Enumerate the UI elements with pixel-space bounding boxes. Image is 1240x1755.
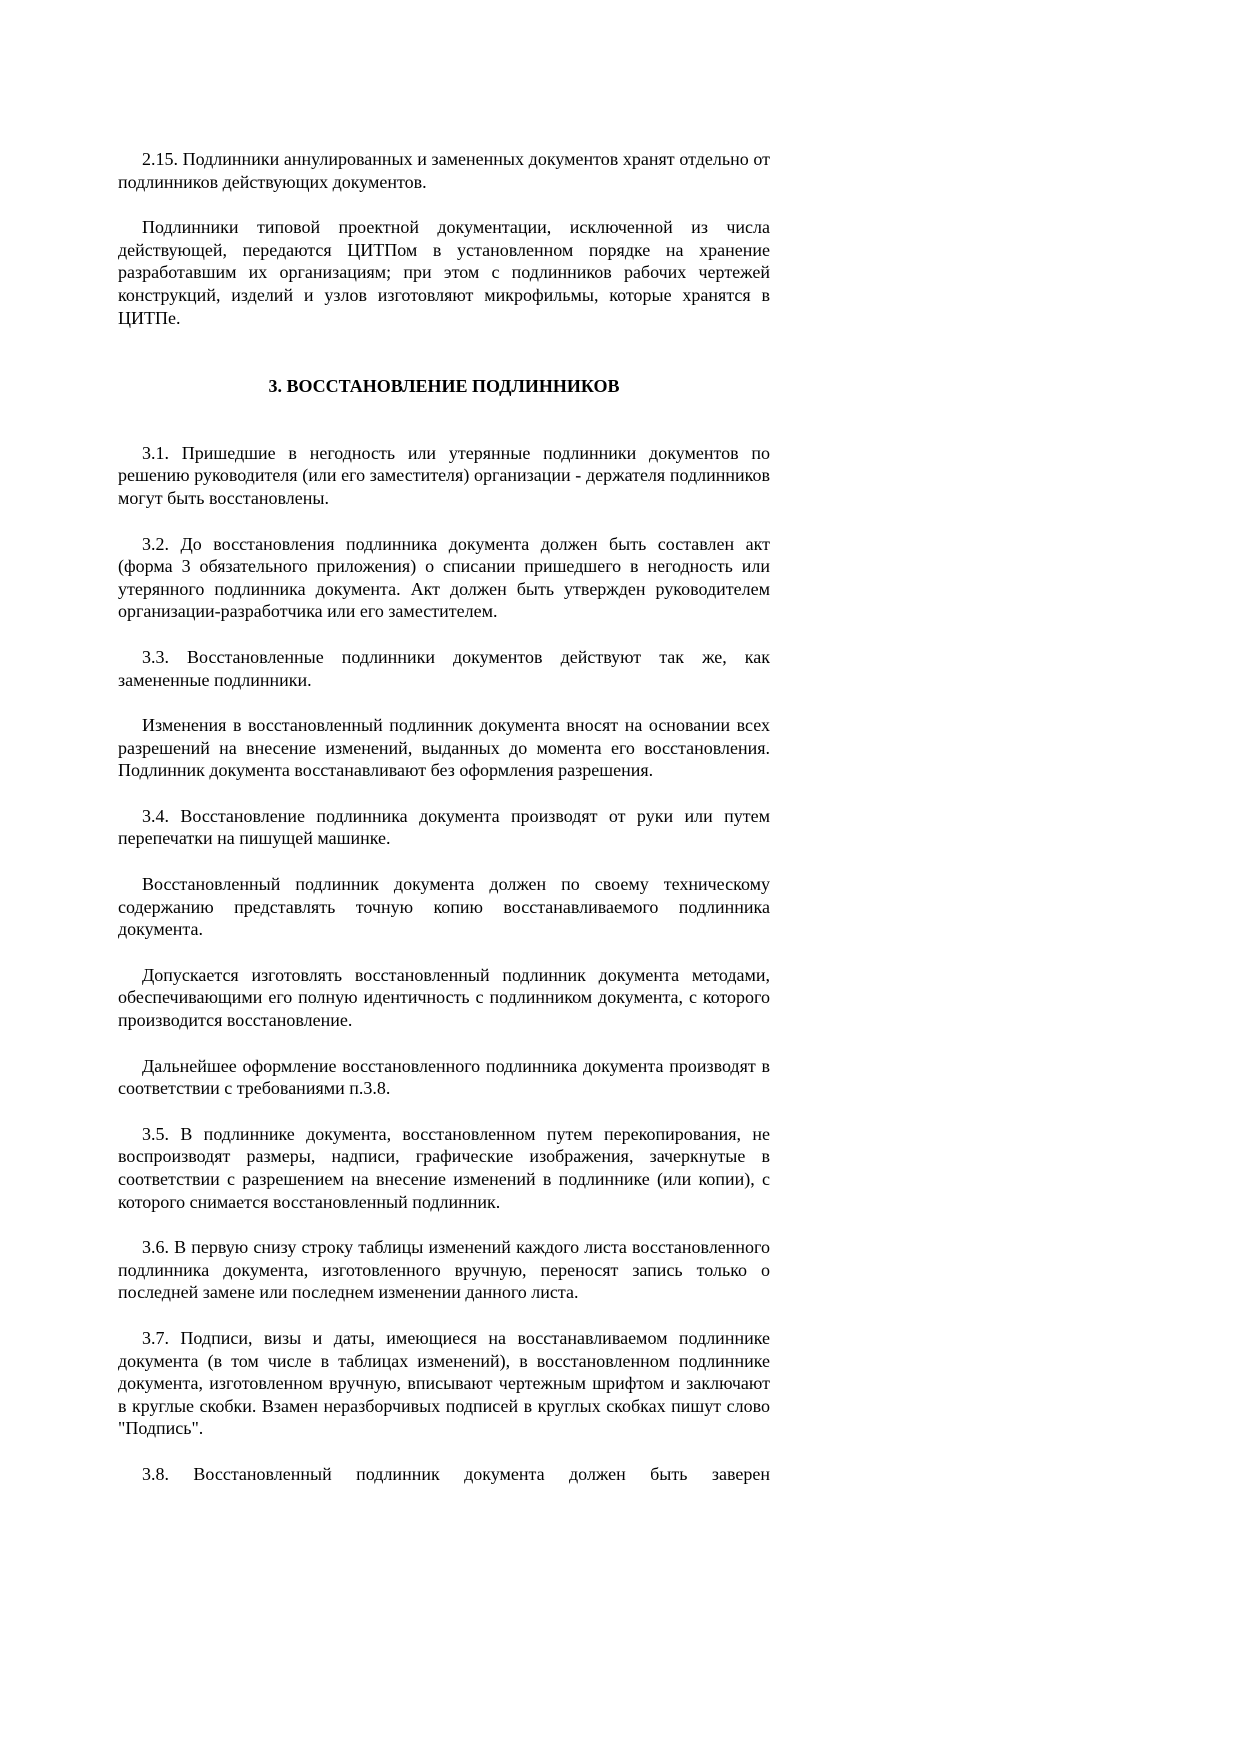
paragraph-2-15: 2.15. Подлинники аннулированных и замененных документов хранят отдельно от подлинников действующих документов. — [118, 149, 770, 192]
paragraph-3-5: 3.5. В подлиннике документа, восстановленном путем перекопирования, не воспроизводят размеры, надписи, графические изображения, зачеркнутые в соответствии с разрешением на внесение изменений в подлиннике (или копии), с которого снимается восстановленный подлинник. — [118, 1123, 770, 1212]
document-page — [118, 148, 770, 1509]
paragraph-further-formatting: Дальнейшее оформление восстановленного подлинника документа производят в соответствии с требованиями п.3.8. — [118, 1055, 770, 1099]
paragraph-changes: Изменения в восстановленный подлинник документа вносят на основании всех разрешений на внесение изменений, выданных до момента его восстановления. Подлинник документа восстанавливают без оформления разрешения. — [118, 715, 770, 781]
paragraph-restored-copy: Восстановленный подлинник документа должен по своему техническому содержанию представлять точную копию восстанавливаемого подлинника документа. — [118, 874, 770, 940]
paragraph-3-3: 3.3. Восстановленные подлинники документов действуют так же, как замененные подлинники. — [118, 646, 770, 690]
paragraph-3-1: 3.1. Пришедшие в негодность или утерянные подлинники документов по решению руководителя (или его заместителя) организации - держателя подлинников могут быть восстановлены. — [118, 442, 770, 508]
paragraph-3-4: 3.4. Восстановление подлинника документа производят от руки или путем перепечатки на пишущей машинке. — [118, 805, 770, 849]
paragraph-3-6: 3.6. В первую снизу строку таблицы изменений каждого листа восстановленного подлинника документа, изготовленного вручную, переносят запись только о последней замене или последнем изменении данного листа. — [118, 1237, 770, 1303]
paragraph-3-2: 3.2. До восстановления подлинника документа должен быть составлен акт (форма 3 обязательного приложения) о списании пришедшего в негодность или утерянного подлинника документа. Акт должен быть утвержден руководителем организации-разработчика или его заместителем. — [118, 533, 770, 622]
paragraph-3-8: 3.8. Восстановленный подлинник документа должен быть заверен — [142, 1463, 770, 1484]
paragraph-allowed-methods: Допускается изготовлять восстановленный подлинник документа методами, обеспечивающими его полную идентичность с подлинником документа, с которого производится восстановление. — [118, 964, 770, 1031]
section-heading: 3. ВОССТАНОВЛЕНИЕ ПОДЛИННИКОВ — [268, 376, 620, 397]
paragraph-typical-docs: Подлинники типовой проектной документации, исключенной из числа действующей, передаются ЦИТПом в установленном порядке на хранение разработавшим их организациям; при этом с подлинников рабочих чертежей конструкций, изделий и узлов изготовляют микрофильмы, которые хранятся в ЦИТПе. — [118, 217, 770, 328]
paragraph-3-7: 3.7. Подписи, визы и даты, имеющиеся на восстанавливаемом подлиннике документа (в том числе в таблицах изменений), в восстановленном подлиннике документа, изготовленном вручную, вписывают чертежным шрифтом и заключают в круглые скобки. Взамен неразборчивых подписей в круглых скобках пишут слово "Подпись". — [118, 1327, 770, 1439]
